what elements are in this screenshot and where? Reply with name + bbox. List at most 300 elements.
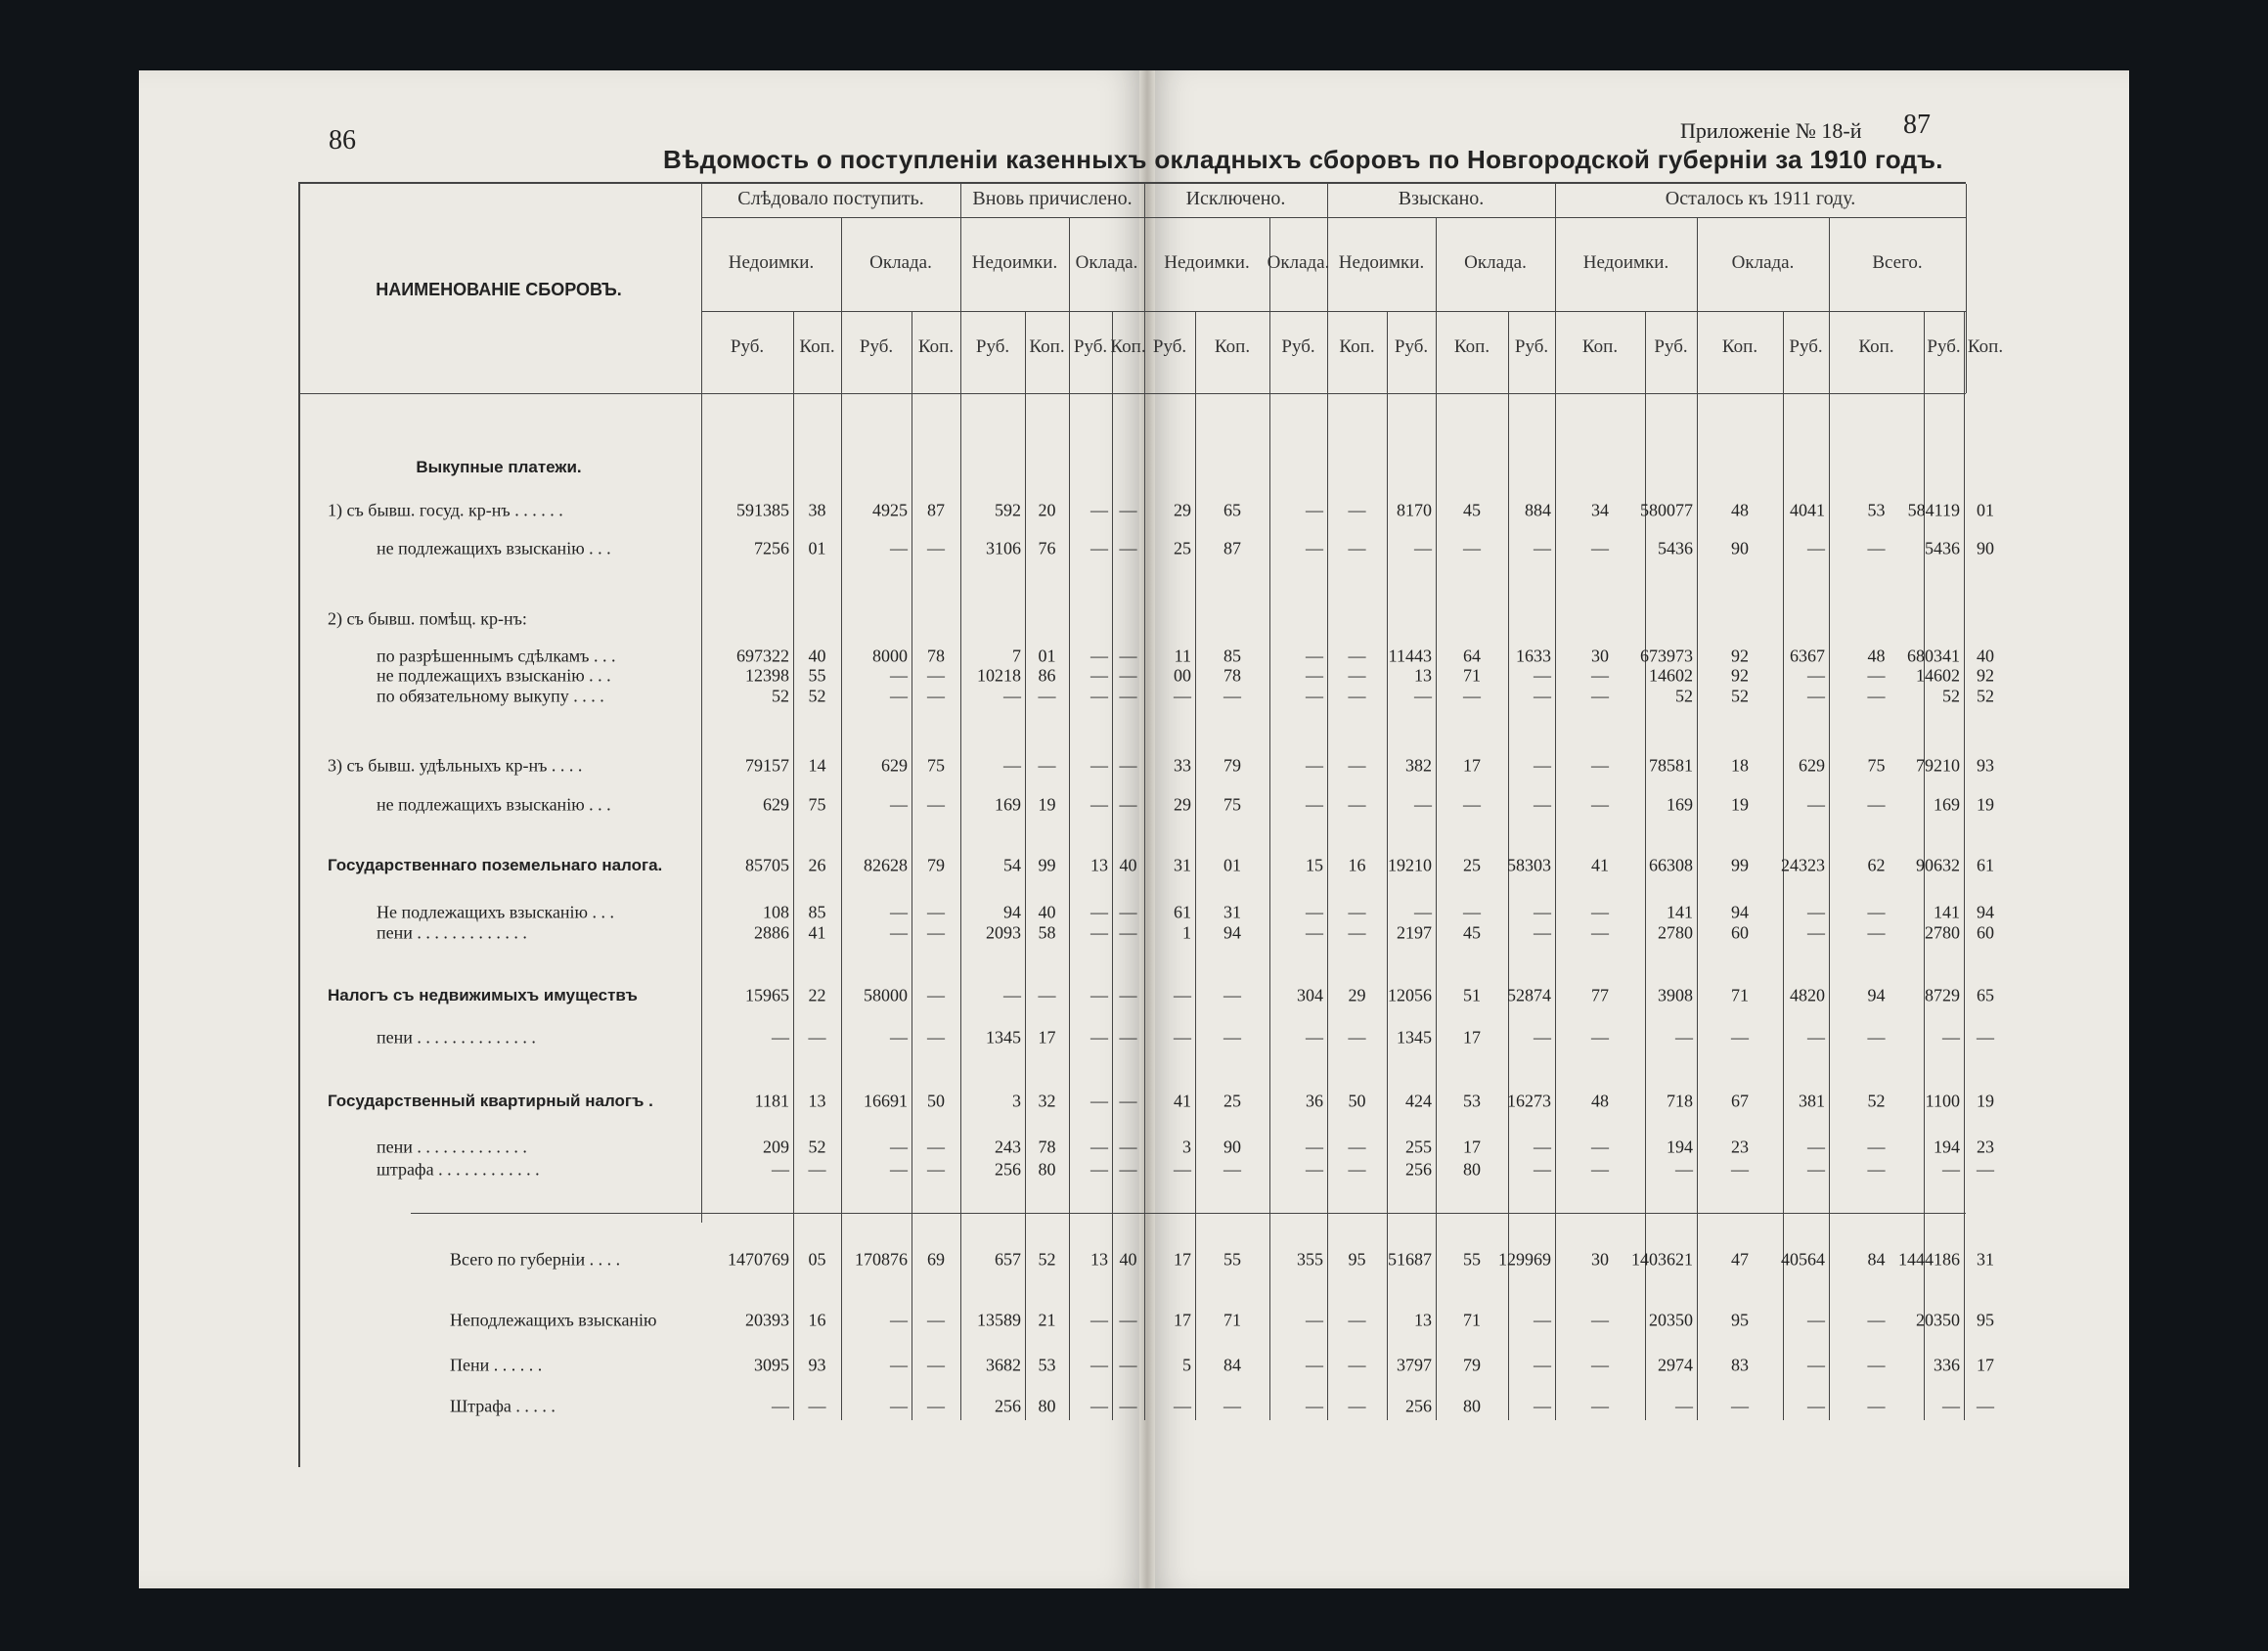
kop-cell: —: [1038, 985, 1056, 1005]
kop-cell: —: [1348, 755, 1366, 776]
rub-cell: —: [890, 1137, 908, 1157]
kop-cell: —: [927, 538, 945, 558]
kop-cell: —: [927, 1396, 945, 1416]
kop-cell: —: [1348, 1159, 1366, 1180]
kop-cell: —: [1348, 794, 1366, 815]
rub-cell: —: [1090, 1091, 1108, 1111]
kop-cell: —: [927, 902, 945, 922]
kop-cell: 95: [1731, 1310, 1749, 1330]
rub-cell: 54: [1003, 855, 1021, 875]
kop-cell: —: [1348, 686, 1366, 706]
rub-cell: 24323: [1781, 855, 1825, 875]
kop-cell: —: [1348, 902, 1366, 922]
kop-cell: 31: [1977, 1249, 1994, 1270]
rub-cell: 90632: [1916, 855, 1960, 875]
kop-cell: —: [1867, 665, 1886, 686]
row-label: по обязательному выкупу . . . .: [377, 686, 604, 706]
kop-cell: —: [1223, 1159, 1241, 1180]
kop-header: Коп.: [1721, 336, 1758, 357]
row-label: по разрѣшеннымъ сдѣлкамъ . . .: [377, 646, 616, 666]
rub-cell: 94: [1003, 902, 1021, 922]
rub-cell: —: [1174, 1396, 1191, 1416]
kop-cell: 23: [1977, 1137, 1994, 1157]
kop-cell: 29: [1348, 985, 1366, 1005]
kop-cell: —: [1463, 794, 1481, 815]
rub-cell: 00: [1174, 665, 1191, 686]
kop-cell: 58: [1038, 922, 1056, 943]
kop-cell: 26: [808, 855, 826, 875]
kop-cell: 67: [1731, 1091, 1749, 1111]
kop-cell: —: [1038, 686, 1056, 706]
rub-cell: 15965: [745, 985, 789, 1005]
rub-cell: 1444186: [1898, 1249, 1960, 1270]
kop-cell: —: [1119, 686, 1137, 706]
kop-cell: —: [1591, 1310, 1609, 1330]
subgroup-header: Всего.: [1872, 252, 1923, 273]
kop-cell: —: [1591, 1027, 1609, 1048]
rub-cell: —: [1807, 1159, 1825, 1180]
kop-cell: 64: [1463, 646, 1481, 666]
kop-cell: —: [927, 1159, 945, 1180]
kop-cell: —: [1591, 1396, 1609, 1416]
rub-cell: —: [1807, 902, 1825, 922]
rub-cell: —: [1090, 1137, 1108, 1157]
kop-cell: 60: [1731, 922, 1749, 943]
kop-cell: 17: [1463, 1027, 1481, 1048]
column-name-header: НАИМЕНОВАНІЕ СБОРОВЪ.: [376, 280, 622, 299]
rub-cell: 6367: [1790, 646, 1825, 666]
kop-cell: 53: [1038, 1355, 1056, 1375]
rub-cell: —: [1090, 755, 1108, 776]
rub-cell: 2197: [1397, 922, 1432, 943]
rub-cell: —: [1003, 755, 1021, 776]
group-header: Осталось къ 1911 году.: [1665, 188, 1856, 209]
kop-cell: —: [1223, 985, 1241, 1005]
kop-cell: 94: [1731, 902, 1749, 922]
kop-cell: 17: [1463, 1137, 1481, 1157]
rub-cell: 4041: [1790, 500, 1825, 520]
rub-cell: 78581: [1649, 755, 1693, 776]
kop-cell: 75: [808, 794, 826, 815]
kop-cell: 52: [1867, 1091, 1886, 1111]
row-label: Не подлежащихъ взысканію . . .: [377, 902, 615, 922]
kop-cell: —: [1119, 985, 1137, 1005]
kop-cell: 65: [1223, 500, 1241, 520]
rub-cell: 13: [1414, 665, 1432, 686]
rub-cell: —: [1807, 1396, 1825, 1416]
row-label: Всего по губерніи . . . .: [450, 1249, 621, 1270]
rub-cell: —: [1090, 538, 1108, 558]
kop-cell: 40: [808, 646, 826, 666]
kop-cell: 50: [927, 1091, 945, 1111]
rub-cell: —: [1090, 1310, 1108, 1330]
rub-cell: —: [1174, 686, 1191, 706]
rub-cell: 169: [995, 794, 1021, 815]
rub-cell: 209: [763, 1137, 789, 1157]
rub-cell: —: [890, 665, 908, 686]
rub-cell: 884: [1525, 500, 1551, 520]
rub-cell: 1100: [1925, 1091, 1960, 1111]
page-number-left: 86: [329, 125, 356, 156]
kop-cell: —: [1119, 1310, 1137, 1330]
kop-cell: 87: [927, 500, 945, 520]
rub-cell: —: [1306, 1159, 1323, 1180]
kop-cell: —: [1591, 538, 1609, 558]
kop-cell: —: [808, 1027, 826, 1048]
kop-cell: 55: [808, 665, 826, 686]
rub-cell: 13: [1090, 1249, 1108, 1270]
rub-header: Руб.: [975, 336, 1010, 357]
rub-cell: —: [1675, 1159, 1693, 1180]
kop-cell: —: [1867, 1027, 1886, 1048]
kop-cell: 48: [1731, 500, 1749, 520]
rub-cell: 3: [1182, 1137, 1191, 1157]
rub-cell: 194: [1934, 1137, 1960, 1157]
kop-cell: 92: [1731, 665, 1749, 686]
rub-cell: —: [1090, 794, 1108, 815]
kop-cell: 90: [1977, 538, 1994, 558]
kop-cell: 52: [808, 686, 826, 706]
rub-cell: —: [1090, 665, 1108, 686]
rub-cell: 20393: [745, 1310, 789, 1330]
rub-header: Руб.: [1152, 336, 1187, 357]
rub-cell: —: [890, 1027, 908, 1048]
kop-cell: 71: [1731, 985, 1749, 1005]
row-label: Выкупные платежи.: [416, 458, 582, 476]
rub-cell: —: [1306, 1396, 1323, 1416]
kop-cell: 52: [1731, 686, 1749, 706]
rub-cell: 3682: [986, 1355, 1021, 1375]
subgroup-header: Недоимки.: [971, 252, 1058, 273]
rub-header: Руб.: [1654, 336, 1688, 357]
rub-cell: 256: [995, 1396, 1021, 1416]
kop-cell: —: [927, 794, 945, 815]
rub-cell: 33: [1174, 755, 1191, 776]
kop-cell: 60: [1977, 922, 1994, 943]
group-header: Вновь причислено.: [972, 188, 1133, 209]
kop-cell: 61: [1977, 855, 1994, 875]
rub-cell: —: [1534, 755, 1551, 776]
kop-cell: 78: [1223, 665, 1241, 686]
kop-cell: 25: [1463, 855, 1481, 875]
row-label: не подлежащихъ взысканію . . .: [377, 794, 611, 815]
rub-cell: —: [1534, 1137, 1551, 1157]
kop-cell: 01: [1977, 500, 1994, 520]
kop-cell: —: [1463, 902, 1481, 922]
table-rule: [701, 217, 1966, 218]
rub-cell: —: [890, 538, 908, 558]
rub-cell: 141: [1667, 902, 1693, 922]
subgroup-header: Оклада.: [1075, 252, 1138, 273]
rub-cell: 2093: [986, 922, 1021, 943]
rub-cell: 20350: [1649, 1310, 1693, 1330]
kop-cell: 32: [1038, 1091, 1056, 1111]
kop-cell: 92: [1731, 646, 1749, 666]
kop-cell: 48: [1867, 646, 1886, 666]
rub-cell: 1181: [754, 1091, 789, 1111]
rub-cell: —: [1807, 794, 1825, 815]
kop-cell: 80: [1463, 1396, 1481, 1416]
kop-cell: —: [1119, 1137, 1137, 1157]
rub-cell: 591385: [736, 500, 789, 520]
table-rule: [298, 393, 1966, 394]
kop-cell: 84: [1867, 1249, 1886, 1270]
kop-cell: 20: [1038, 500, 1056, 520]
kop-cell: 30: [1591, 1249, 1609, 1270]
rub-cell: 256: [1405, 1159, 1432, 1180]
kop-cell: —: [1867, 686, 1886, 706]
kop-cell: 19: [1977, 794, 1994, 815]
rub-cell: —: [1306, 686, 1323, 706]
kop-cell: 40: [1977, 646, 1994, 666]
kop-cell: —: [1119, 538, 1137, 558]
rub-cell: —: [1534, 794, 1551, 815]
rub-cell: —: [890, 922, 908, 943]
rub-cell: —: [1306, 922, 1323, 943]
group-header: Исключено.: [1185, 188, 1286, 209]
rub-cell: 256: [1405, 1396, 1432, 1416]
rub-cell: —: [1534, 922, 1551, 943]
kop-cell: 25: [1223, 1091, 1241, 1111]
rub-cell: 170876: [855, 1249, 908, 1270]
kop-header: Коп.: [1967, 336, 2004, 357]
rub-cell: —: [1534, 1310, 1551, 1330]
kop-cell: —: [927, 1027, 945, 1048]
rub-cell: —: [1414, 686, 1432, 706]
rub-cell: —: [772, 1396, 789, 1416]
rub-cell: 14602: [1916, 665, 1960, 686]
kop-header: Коп.: [917, 336, 955, 357]
kop-cell: 95: [1977, 1310, 1994, 1330]
rub-cell: 381: [1799, 1091, 1825, 1111]
rub-cell: 25: [1174, 538, 1191, 558]
row-label: пени . . . . . . . . . . . . . .: [377, 1027, 536, 1048]
rub-cell: —: [1306, 902, 1323, 922]
rub-cell: 8000: [872, 646, 908, 666]
kop-cell: 05: [808, 1249, 826, 1270]
kop-cell: 38: [808, 500, 826, 520]
rub-cell: —: [1414, 538, 1432, 558]
rub-cell: 41: [1174, 1091, 1191, 1111]
rub-cell: 2780: [1658, 922, 1693, 943]
rub-cell: 61: [1174, 902, 1191, 922]
rub-cell: 1: [1182, 922, 1191, 943]
rub-cell: 52874: [1507, 985, 1551, 1005]
table-rule: [1932, 182, 1966, 184]
kop-cell: 80: [1038, 1159, 1056, 1180]
rub-cell: 52: [1675, 686, 1693, 706]
rub-cell: 194: [1667, 1137, 1693, 1157]
rub-cell: —: [1306, 538, 1323, 558]
rub-cell: —: [1003, 686, 1021, 706]
kop-cell: —: [1119, 1396, 1137, 1416]
rub-cell: 1470769: [728, 1249, 789, 1270]
rub-cell: 58000: [864, 985, 908, 1005]
rub-cell: 52: [1942, 686, 1960, 706]
row-label: не подлежащихъ взысканію . . .: [377, 538, 611, 558]
kop-cell: 01: [1223, 855, 1241, 875]
kop-cell: —: [1348, 922, 1366, 943]
kop-cell: —: [1591, 1137, 1609, 1157]
kop-cell: —: [1731, 1027, 1749, 1048]
kop-cell: —: [927, 1355, 945, 1375]
kop-cell: 13: [808, 1091, 826, 1111]
kop-cell: —: [1119, 1027, 1137, 1048]
subgroup-header: Оклада.: [1731, 252, 1795, 273]
kop-cell: 52: [808, 1137, 826, 1157]
kop-cell: —: [1119, 794, 1137, 815]
subgroup-header: Недоимки.: [728, 252, 815, 273]
rub-cell: 51687: [1388, 1249, 1432, 1270]
kop-cell: 75: [1223, 794, 1241, 815]
kop-cell: —: [1348, 665, 1366, 686]
kop-cell: —: [1348, 1396, 1366, 1416]
kop-cell: —: [1348, 646, 1366, 666]
kop-cell: 99: [1038, 855, 1056, 875]
rub-header: Руб.: [1789, 336, 1823, 357]
rub-cell: 31: [1174, 855, 1191, 875]
row-label: пени . . . . . . . . . . . . .: [377, 1137, 527, 1157]
rub-header: Руб.: [1927, 336, 1961, 357]
kop-cell: —: [1463, 686, 1481, 706]
kop-cell: 17: [1038, 1027, 1056, 1048]
kop-cell: 22: [808, 985, 826, 1005]
rub-cell: —: [1807, 922, 1825, 943]
kop-cell: 69: [927, 1249, 945, 1270]
table-rule: [701, 311, 1966, 312]
kop-cell: 55: [1463, 1249, 1481, 1270]
kop-cell: 83: [1731, 1355, 1749, 1375]
rub-cell: —: [1003, 985, 1021, 1005]
kop-cell: —: [1591, 922, 1609, 943]
rub-header: Руб.: [1514, 336, 1549, 357]
kop-header: Коп.: [1110, 336, 1146, 357]
kop-cell: —: [1867, 1396, 1886, 1416]
rub-cell: 16691: [864, 1091, 908, 1111]
rub-cell: —: [1534, 1355, 1551, 1375]
kop-cell: —: [1731, 1396, 1749, 1416]
kop-cell: 79: [1223, 755, 1241, 776]
rub-cell: 4820: [1790, 985, 1825, 1005]
rub-cell: —: [890, 1396, 908, 1416]
table-rule: [1555, 311, 1556, 1420]
kop-cell: —: [1223, 686, 1241, 706]
rub-cell: —: [1942, 1159, 1960, 1180]
kop-cell: 50: [1348, 1091, 1366, 1111]
rub-cell: 66308: [1649, 855, 1693, 875]
kop-cell: 40: [1119, 1249, 1137, 1270]
rub-cell: —: [1807, 686, 1825, 706]
kop-cell: 16: [808, 1310, 826, 1330]
kop-cell: 95: [1348, 1249, 1366, 1270]
row-label: 1) съ бывш. госуд. кр-нъ . . . . . .: [328, 500, 563, 520]
kop-cell: —: [1119, 1159, 1137, 1180]
rub-cell: 3095: [754, 1355, 789, 1375]
rub-cell: 580077: [1640, 500, 1693, 520]
rub-cell: —: [1090, 1396, 1108, 1416]
rub-cell: 1403621: [1631, 1249, 1693, 1270]
rub-cell: —: [1534, 665, 1551, 686]
rub-cell: —: [1306, 646, 1323, 666]
kop-cell: 48: [1591, 1091, 1609, 1111]
rub-cell: 8170: [1397, 500, 1432, 520]
rub-cell: 673973: [1640, 646, 1693, 666]
rub-cell: 7: [1012, 646, 1021, 666]
kop-cell: —: [1348, 1310, 1366, 1330]
rub-cell: —: [1807, 1355, 1825, 1375]
rub-cell: 5436: [1658, 538, 1693, 558]
kop-cell: —: [1348, 500, 1366, 520]
row-label: пени . . . . . . . . . . . . .: [377, 922, 527, 943]
rub-cell: —: [1090, 985, 1108, 1005]
kop-cell: 01: [1038, 646, 1056, 666]
kop-cell: —: [1119, 500, 1137, 520]
rub-cell: 129969: [1498, 1249, 1551, 1270]
kop-cell: —: [1867, 922, 1886, 943]
rub-cell: 336: [1934, 1355, 1960, 1375]
kop-cell: 78: [1038, 1137, 1056, 1157]
rub-cell: —: [890, 794, 908, 815]
rub-cell: 108: [763, 902, 789, 922]
rub-cell: 17: [1174, 1249, 1191, 1270]
subgroup-header: Оклада.: [1464, 252, 1527, 273]
rub-cell: 1633: [1516, 646, 1551, 666]
rub-cell: —: [1090, 1027, 1108, 1048]
rub-cell: 256: [995, 1159, 1021, 1180]
rub-cell: —: [1090, 1355, 1108, 1375]
rub-cell: 1345: [1397, 1027, 1432, 1048]
kop-header: Коп.: [1029, 336, 1065, 357]
rub-cell: —: [1807, 1310, 1825, 1330]
rub-cell: —: [1090, 686, 1108, 706]
rub-cell: —: [1534, 902, 1551, 922]
kop-cell: —: [927, 665, 945, 686]
rub-cell: 141: [1934, 902, 1960, 922]
rub-cell: —: [1534, 1396, 1551, 1416]
kop-cell: 94: [1223, 922, 1241, 943]
rub-cell: 82628: [864, 855, 908, 875]
rub-cell: —: [1942, 1396, 1960, 1416]
rub-cell: 52: [772, 686, 789, 706]
kop-cell: —: [1867, 902, 1886, 922]
kop-cell: 16: [1348, 855, 1366, 875]
kop-cell: 80: [1463, 1159, 1481, 1180]
kop-cell: 86: [1038, 665, 1056, 686]
kop-cell: 55: [1223, 1249, 1241, 1270]
kop-cell: 90: [1223, 1137, 1241, 1157]
rub-cell: —: [890, 902, 908, 922]
kop-cell: 79: [1463, 1355, 1481, 1375]
row-label: Неподлежащихъ взысканію: [450, 1310, 657, 1330]
rub-cell: —: [1174, 1159, 1191, 1180]
rub-cell: 10218: [977, 665, 1021, 686]
kop-cell: 41: [1591, 855, 1609, 875]
kop-header: Коп.: [799, 336, 835, 357]
kop-cell: —: [1867, 1355, 1886, 1375]
table-rule: [411, 1213, 1966, 1214]
kop-cell: 17: [1463, 755, 1481, 776]
rub-header: Руб.: [1281, 336, 1315, 357]
kop-cell: 41: [808, 922, 826, 943]
rub-cell: —: [1534, 686, 1551, 706]
kop-cell: 75: [1867, 755, 1886, 776]
rub-cell: —: [1090, 1159, 1108, 1180]
rub-cell: 12056: [1388, 985, 1432, 1005]
kop-cell: —: [1867, 1137, 1886, 1157]
kop-cell: —: [927, 922, 945, 943]
rub-cell: —: [890, 1310, 908, 1330]
kop-cell: —: [808, 1159, 826, 1180]
